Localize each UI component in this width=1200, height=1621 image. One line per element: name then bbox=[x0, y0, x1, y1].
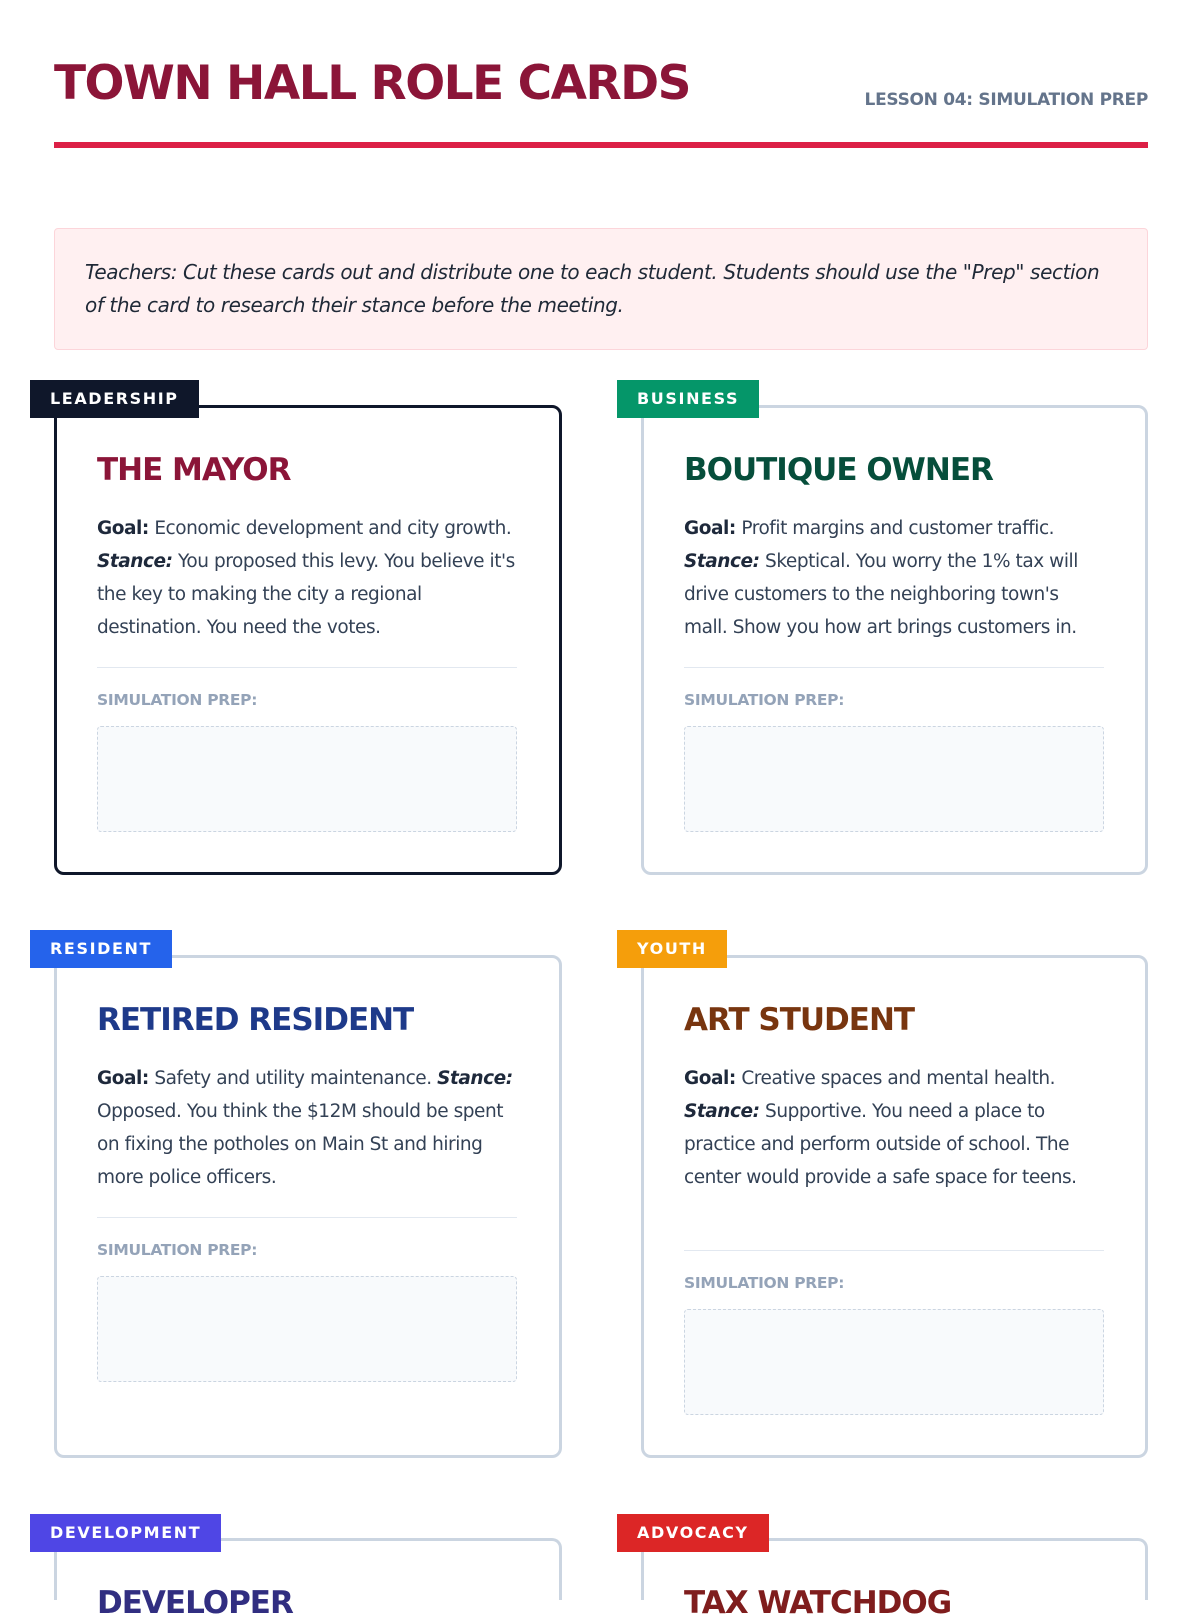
card-description bbox=[97, 512, 517, 644]
goal-text: Safety and utility maintenance. bbox=[154, 1068, 432, 1089]
card-divider bbox=[684, 667, 1104, 668]
instructions-text: Teachers: Cut these cards out and distribute one to each student. Students should use the "Prep" section of the card to research their stance before the meeting. bbox=[85, 260, 1100, 317]
prep-notes-box[interactable] bbox=[97, 1276, 517, 1382]
card-divider bbox=[97, 1217, 517, 1218]
teacher-instructions bbox=[54, 228, 1148, 350]
card-title: TAX WATCHDOG bbox=[684, 1585, 952, 1621]
card-title: RETIRED RESIDENT bbox=[97, 1002, 414, 1038]
goal-text: Profit margins and customer traffic. bbox=[741, 518, 1055, 539]
goal-text: Economic development and city growth. bbox=[154, 518, 512, 539]
goal-text: Creative spaces and mental health. bbox=[741, 1068, 1056, 1089]
role-card-retired-resident bbox=[54, 955, 562, 1458]
card-title: DEVELOPER bbox=[97, 1585, 293, 1621]
prep-notes-box[interactable] bbox=[97, 726, 517, 832]
role-tag: ADVOCACY bbox=[617, 1514, 769, 1552]
card-title: ART STUDENT bbox=[684, 1002, 915, 1038]
stance-label: Stance: bbox=[684, 1101, 760, 1122]
prep-label: SIMULATION PREP: bbox=[684, 691, 845, 709]
prep-label: SIMULATION PREP: bbox=[97, 691, 258, 709]
stance-label: Stance: bbox=[684, 551, 760, 572]
role-card-boutique-owner bbox=[641, 405, 1148, 875]
role-tag: DEVELOPMENT bbox=[30, 1514, 221, 1552]
role-tag: LEADERSHIP bbox=[30, 380, 199, 418]
stance-label: Stance: bbox=[97, 551, 173, 572]
stance-label: Stance: bbox=[437, 1068, 513, 1089]
card-divider bbox=[684, 1250, 1104, 1251]
card-title: BOUTIQUE OWNER bbox=[684, 452, 993, 488]
prep-label: SIMULATION PREP: bbox=[684, 1274, 845, 1292]
role-tag: BUSINESS bbox=[617, 380, 759, 418]
goal-label: Goal: bbox=[684, 518, 736, 539]
stance-text: Opposed. You think the $12M should be spent on fixing the potholes on Main St and hiring more police officers. bbox=[97, 1101, 504, 1188]
goal-label: Goal: bbox=[97, 1068, 149, 1089]
stance-text: You proposed this levy. You believe it's the key to making the city a regional destination. You need the votes. bbox=[97, 551, 515, 638]
card-description bbox=[97, 1062, 517, 1194]
role-tag: YOUTH bbox=[617, 930, 727, 968]
prep-notes-box[interactable] bbox=[684, 1309, 1104, 1415]
page-title: TOWN HALL ROLE CARDS bbox=[54, 56, 691, 111]
card-title: THE MAYOR bbox=[97, 452, 291, 488]
role-card-art-student bbox=[641, 955, 1148, 1458]
page-header bbox=[54, 50, 1148, 148]
stance-text: Supportive. You need a place to practice and perform outside of school. The center would provide a safe space for teens. bbox=[684, 1101, 1077, 1188]
prep-notes-box[interactable] bbox=[684, 726, 1104, 832]
role-tag: RESIDENT bbox=[30, 930, 172, 968]
stance-text: Skeptical. You worry the 1% tax will drive customers to the neighboring town's mall. Show you how art brings customers in. bbox=[684, 551, 1078, 638]
card-description bbox=[684, 512, 1104, 644]
role-card-mayor bbox=[54, 405, 562, 875]
goal-label: Goal: bbox=[97, 518, 149, 539]
card-divider bbox=[97, 667, 517, 668]
prep-label: SIMULATION PREP: bbox=[97, 1241, 258, 1259]
goal-label: Goal: bbox=[684, 1068, 736, 1089]
card-description bbox=[684, 1062, 1104, 1194]
lesson-label: LESSON 04: SIMULATION PREP bbox=[864, 90, 1148, 110]
